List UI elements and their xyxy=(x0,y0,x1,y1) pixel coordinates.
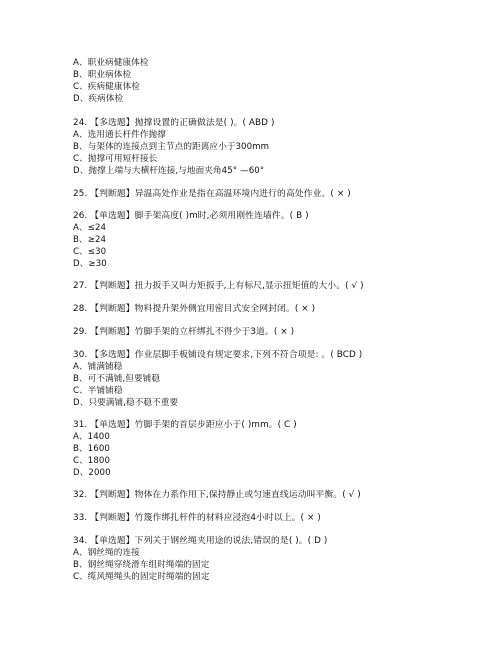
q34-stem: 34. 【单选题】下列关于钢丝绳夹用途的说法,错误的是( )。( D ) xyxy=(73,536,328,546)
q24-option-d: D、抛撑上端与大横杆连接,与地面夹角45° —60° xyxy=(73,166,265,176)
q24-stem: 24. 【多选题】抛撑设置的正确做法是( )。( ABD ) xyxy=(73,118,275,128)
q30-option-c: C、半铺铺稳 xyxy=(73,386,123,396)
q31-stem: 31. 【单选题】竹脚手架的首层步距应小于( )mm。( C ) xyxy=(73,420,297,430)
q24-option-b: B、与架体的连接点到主节点的距离应小于300mm xyxy=(73,142,270,152)
q34-option-c: C、缆风绳绳头的固定时绳端的固定 xyxy=(73,572,210,582)
q29-stem: 29. 【判断题】竹脚手架的立杆绑扎不得少于3道。( × ) xyxy=(73,327,295,337)
q30-option-b: B、可不满铺,但要铺稳 xyxy=(73,374,161,384)
q26-option-d: D、≥30 xyxy=(73,259,107,269)
q30-stem: 30. 【多选题】作业层脚手板铺设有规定要求,下列不符合项是: 。( BCD ) xyxy=(73,350,363,360)
q23-option-a: A、职业病健康体检 xyxy=(73,58,149,68)
q31-option-d: D、2000 xyxy=(73,468,111,478)
q34-option-b: B、钢丝绳穿绕滑车组时绳端的固定 xyxy=(73,560,210,570)
q34-option-a: A、钢丝绳的连接 xyxy=(73,548,140,558)
q33-stem: 33. 【判断题】竹篾作绑扎杆件的材料应浸泡4小时以上。( × ) xyxy=(73,513,321,523)
q24-option-c: C、抛撑可用短杆接长 xyxy=(73,154,158,164)
q28-stem: 28. 【判断题】物料提升架外侧宜用密目式安全网封闭。( × ) xyxy=(73,304,316,314)
q26-stem: 26. 【单选题】脚手架高度( )m时,必须用刚性连墙件。( B ) xyxy=(73,211,309,221)
q26-option-b: B、≥24 xyxy=(73,235,107,245)
q31-option-b: B、1600 xyxy=(73,444,110,454)
q25-stem: 25. 【判断题】异温高处作业是指在高温环境内进行的高处作业。( × ) xyxy=(73,189,351,199)
q30-option-a: A、铺满铺稳 xyxy=(73,362,123,372)
q31-option-c: C、1800 xyxy=(73,456,111,466)
q30-option-d: D、只要满铺,稳不稳不重要 xyxy=(73,398,179,408)
q31-option-a: A、1400 xyxy=(73,432,110,442)
q32-stem: 32. 【判断题】物体在力系作用下,保持静止或匀速直线运动叫平衡。( √ ) xyxy=(73,490,361,500)
q26-option-a: A、≤24 xyxy=(73,223,107,233)
q23-option-d: D、疾病体检 xyxy=(73,94,124,104)
q23-option-b: B、职业病体检 xyxy=(73,70,132,80)
q23-option-c: C、疾病健康体检 xyxy=(73,82,140,92)
q27-stem: 27. 【判断题】扭力扳手又叫力矩扳手,上有标尺,显示扭矩值的大小。( √ ) xyxy=(73,281,364,291)
q24-option-a: A、选用通长杆件作抛撑 xyxy=(73,130,166,140)
q26-option-c: C、≤30 xyxy=(73,247,107,257)
